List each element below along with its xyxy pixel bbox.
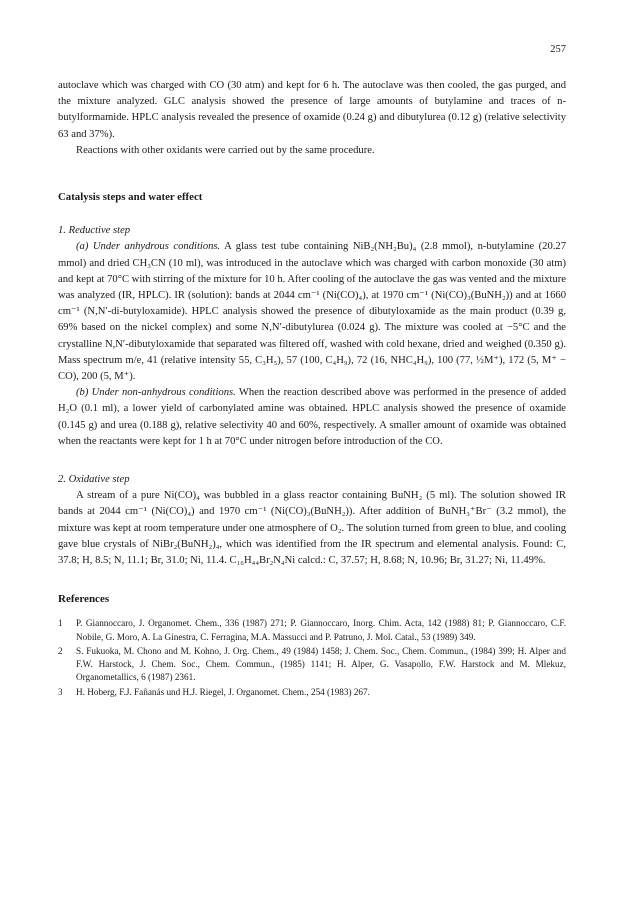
reference-item — [58, 686, 566, 699]
step1a-label: (a) Under anhydrous conditions. — [76, 241, 221, 253]
article-body — [58, 78, 566, 700]
reference-text: P. Giannoccaro, J. Organomet. Chem., 336 (1987) 271; P. Giannoccaro, Inorg. Chim. Acta, 142 (1988) 81; P. Giannoccaro, C.F. Nobile, G. Moro, A. La Ginestra, C. Ferragina, M.A. Massucci and P. Patruno, J. Mol. Catal., 53 (1989) 349. — [76, 618, 566, 642]
paragraph-continued: autoclave which was charged with CO (30 atm) and kept for 6 h. The autoclave was then cooled, the gas purged, and the mixture analyzed. GLC analysis showed the presence of large amounts of butylamine and traces of n-butylformamide. HPLC analysis revealed the presence of oxamide (0.24 g) and dibutylurea (0.12 g) (relative selectivity 63 and 37%). — [58, 80, 566, 140]
step1-title: 1. Reductive step — [58, 225, 131, 237]
section-heading: Catalysis steps and water effect — [58, 191, 203, 204]
references-list — [58, 617, 566, 698]
reference-number: 2 — [58, 645, 63, 656]
reference-number: 1 — [58, 618, 63, 629]
step1a-text: A glass test tube containing NiB₂(NH₂Bu)₄ (2.8 mmol), n-butylamine (20.27 mmol) and dried CH₃CN (10 ml), was introduced in the autoclave which was charged with carbon monoxide (30 atm) and kept at 70°C with stirring of the mixture for 10 h. After cooling of the autoclave the gas was vented and the mixture was analyzed (IR, HPLC). IR (solution): bands at 2044 cm⁻¹ (Ni(CO)₄), at 1970 cm⁻¹ (Ni(CO)₃(BuNH₂)) and at 1660 cm⁻¹ (N,N′-di-butyloxamide). HPLC analysis showed the presence of dibutyloxamide as the main product (0.39 g, 69% based on the nickel complex) and some N,N′-dibutylurea (0.024 g). The mixture was cooled at −5°C and the crystalline N,N′-dibutyloxamide that separated was filtered off, washed with cold hexane, dried and weighed (0.350 g). Mass spectrum m/e, 41 (relative intensity 55, C₃H₅), 57 (100, C₄H₉), 72 (16, NHC₄H₉), 100 (77, ½M⁺), 172 (5, M⁺ − CO), 200 (5, M⁺). — [58, 241, 567, 383]
step2-title: 2. Oxidative step — [58, 474, 130, 486]
references-heading: References — [58, 593, 110, 606]
step2-paragraph: A stream of a pure Ni(CO)₄ was bubbled in a glass reactor containing BuNH₂ (5 ml). The solution showed IR bands at 2044 cm⁻¹ (Ni(CO)₄) and 1970 cm⁻¹ (Ni(CO)₃(BuNH₂)). After addition of BuNH₃⁺Br⁻ (3.2 mmol), the mixture was kept at room temperature under one atmosphere of O₂. The solution turned from green to blue, and cooling gave blue crystals of NiBr₂(BuNH₂)₄, which was identified from the IR spectrum and elemental analysis. Found: C, 37.8; H, 8.5; N, 11.1; Br, 31.0; Ni, 11.4. C₁₆H₄₄Br₂N₄Ni calcd.: C, 37.57; H, 8.68; N, 10.96; Br, 31.27; Ni, 11.49%. — [58, 490, 566, 567]
page-number: 257 — [550, 44, 566, 55]
reference-text: H. Hoberg, F.J. Fañanás und H.J. Riegel, J. Organomet. Chem., 254 (1983) 267. — [76, 686, 370, 697]
step1b-label: (b) Under non-anhydrous conditions. — [76, 387, 236, 399]
paragraph-other-oxidants: Reactions with other oxidants were carried out by the same procedure. — [76, 144, 375, 156]
reference-number: 3 — [58, 686, 63, 697]
reference-item — [58, 645, 566, 685]
reference-item — [58, 617, 566, 643]
step1b-paragraph — [58, 385, 566, 450]
step1b-text: When the reaction described above was performed in the presence of added H₂O (0.1 ml), a lower yield of carbonylated amine was obtained. HPLC analysis showed the presence of oxamide (0.145 g) and urea (0.188 g), relative selectivity 40 and 60%, respectively. A smaller amount of oxamide was obtained when the reactants were kept for 1 h at 70°C under nitrogen before introduction of the CO. — [58, 387, 566, 447]
step1a-paragraph — [58, 239, 566, 385]
reference-text: S. Fukuoka, M. Chono and M. Kohno, J. Org. Chem., 49 (1984) 1458; J. Chem. Soc., Chem. Commun., (1984) 399; H. Alper and F.W. Harstock, J. Chem. Soc., Chem. Commun., (1985) 1141; H. Alper, G. Vasapollo, F.W. Harstock and M. Mlekuz, Organometallics, 6 (1987) 2361. — [76, 645, 566, 683]
